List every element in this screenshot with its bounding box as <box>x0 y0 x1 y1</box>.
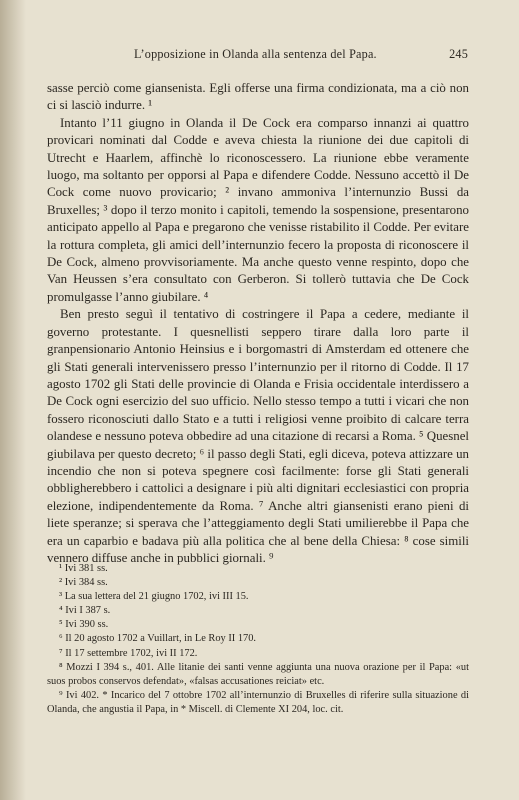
footnotes <box>47 562 469 717</box>
main-text <box>47 80 469 567</box>
page-number: 245 <box>449 47 468 61</box>
footnote: ¹ Ivi 381 ss. <box>59 563 108 574</box>
footnote: ⁴ Ivi I 387 s. <box>59 605 111 617</box>
footnote: ⁶ Il 20 agosto 1702 a Vuillart, in Le Roy II 170. <box>59 633 257 645</box>
footnote: ³ La sua lettera del 21 giugno 1702, ivi III 15. <box>59 591 249 603</box>
footnote: ⁹ Ivi 402. * Incarico del 7 ottobre 1702 all’internunzio di Bruxelles di riferire sulla situazione di Olanda, che angustia il Papa, in * Miscell. di Clemente XI 204, loc. cit. <box>47 689 469 715</box>
page-gutter-shadow <box>0 0 26 800</box>
paragraph-continuation: sasse perciò come giansenista. Egli offerse una firma condizionata, ma a ciò non ci si lasciò indurre. ¹ <box>47 81 469 113</box>
paragraph: Intanto l’11 giugno in Olanda il De Cock era comparso innanzi ai quattro provicari nominati dal Codde e aveva chiesta la riunione dei due capitoli di Utrecht e Haarlem, affinchè lo riconoscessero. La riunione ebbe veramente luogo, ma soltanto per opporsi al Papa e difendere Codde. Nessuno accettò il De Cock come nuovo provicario; ² invano ammoniva l’internunzio Bussi da Bruxelles; ³ dopo il terzo monito i capitoli, temendo la sospensione, presentarono anticipato appello al Papa e pregarono che venisse ristabilito il Codde. Per evitare la rottura completa, gli amici dell’internunzio fecero la proposta di riconoscere il De Cock, almeno provvisoriamente. Ma anche questo venne respinto, dopo che Van Heussen s’era consultato con Gerberon. Si tollerò tuttavia che De Cock promulgasse l’anno giubilare. ⁴ <box>47 115 469 304</box>
footnote: ⁷ Il 17 settembre 1702, ivi II 172. <box>59 647 198 659</box>
footnote: ⁸ Mozzi I 394 s., 401. Alle litanie dei santi venne aggiunta una nuova orazione per il Papa: «ut suos probos conservos defendat», «falsas accusationes reiciat» etc. <box>47 661 469 687</box>
footnote: ² Ivi 384 ss. <box>59 577 108 589</box>
footnote: ⁵ Ivi 390 ss. <box>59 619 109 631</box>
running-title: L’opposizione in Olanda alla sentenza del Papa. <box>134 47 377 61</box>
paragraph: Ben presto seguì il tentativo di costringere il Papa a cedere, mediante il governo protestante. I quesnellisti seppero tirare dalla loro parte il granpensionario Antonio Heinsius e i borgomastri di Amsterdam ed ottenere che gli Stati generali intervenissero presso l’internunzio per il ritorno di Codde. Il 17 agosto 1702 gli Stati delle provincie di Olanda e Frisia occidentale interdissero a De Cock ogni esercizio del suo ufficio. Nello stesso tempo a tutti i vicari che non fossero riconosciuti dallo Stato e a tutti i religiosi venne proibito di calcare terra olandese e nessuno poteva obbedire ad una citazione di recarsi a Roma. ⁵ Quesnel giubilava per questo decreto; ⁶ il passo degli Stati, egli diceva, poteva attizzare un incendio che non si poteva spegnere così facilmente: forse gli Stati generali obbligherebbero i cattolici a designare i più alti dignitari ecclesiastici con propria elezione, indipendentemente da Roma. ⁷ Anche altri giansenisti erano pieni di liete speranze; si sperava che l’atteggiamento degli Stati umilierebbe il Papa che era un caparbio e badava più alla politica che al bene della Chiesa: ⁸ cose simili vennero diffuse anche in pubblici giornali. ⁹ <box>47 307 469 565</box>
